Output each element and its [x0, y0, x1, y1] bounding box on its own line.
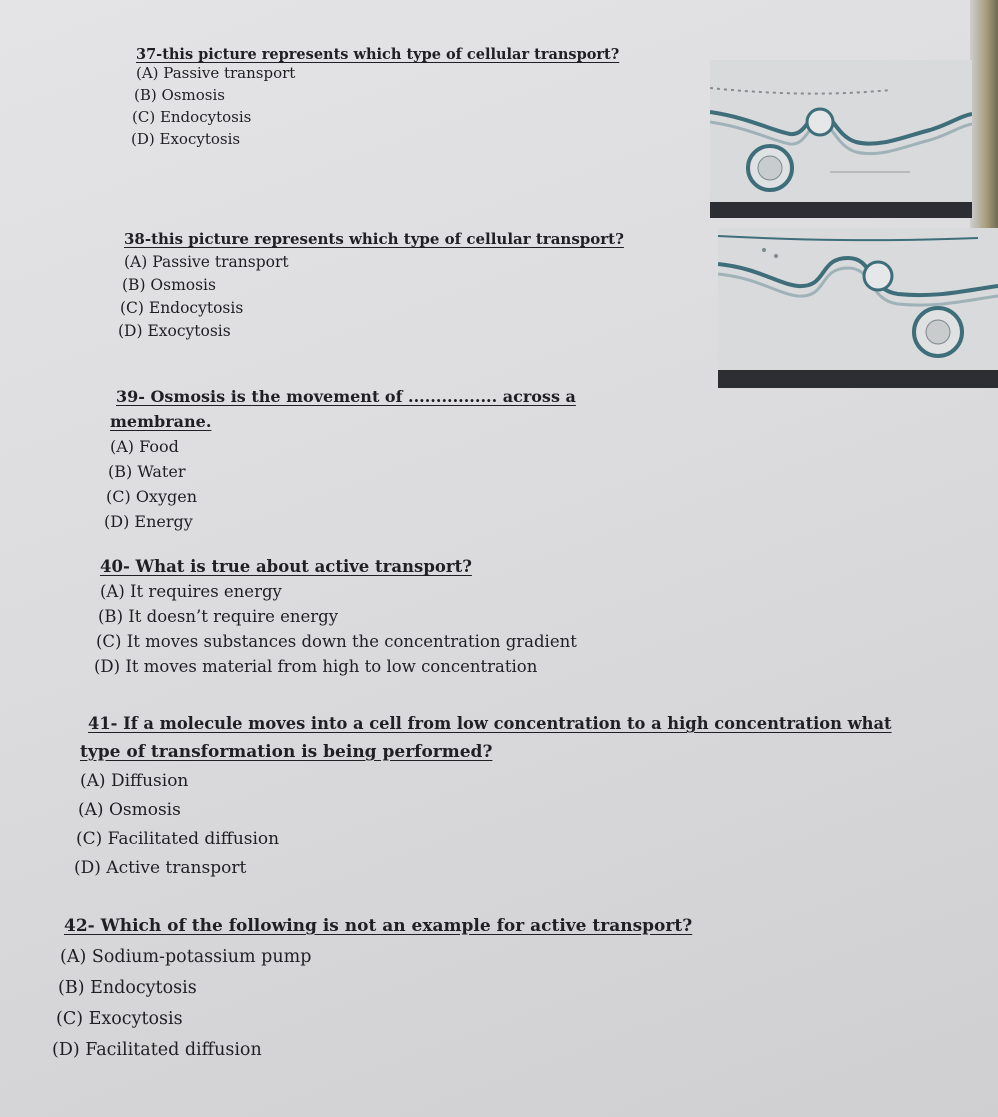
option-d: (D) Active transport: [74, 858, 247, 878]
question-37: [131, 44, 620, 150]
option-b: (B) Osmosis: [134, 86, 225, 104]
option-c: (C) Exocytosis: [56, 1009, 183, 1029]
option-c: (C) Endocytosis: [132, 108, 252, 126]
question-41: [74, 709, 892, 883]
option-b: (B) Osmosis: [122, 276, 216, 294]
option-b: (B) Endocytosis: [58, 978, 197, 998]
option-c: (C) Endocytosis: [120, 299, 244, 317]
question-stem: 38-this picture represents which type of cellular transport?: [124, 230, 624, 248]
diagram-37-membrane: [710, 60, 972, 218]
question-40: [94, 554, 577, 679]
option-b: (B) It doesn’t require energy: [98, 607, 339, 626]
option-d: (D) Facilitated diffusion: [52, 1040, 262, 1060]
option-a: (A) Passive transport: [136, 64, 296, 82]
option-c: (C) Oxygen: [106, 487, 198, 506]
membrane-diagram-37: [710, 60, 972, 218]
question-stem-line1: 39- Osmosis is the movement of ................ across a: [116, 387, 576, 406]
page-edge: [970, 0, 998, 260]
option-c: (C) Facilitated diffusion: [76, 829, 280, 849]
option-a: (A) Food: [110, 437, 179, 456]
question-stem: 42- Which of the following is not an example for active transport?: [64, 916, 693, 936]
question-39: [104, 384, 576, 534]
diagram-38-membrane: [718, 228, 998, 388]
question-stem-line2: type of transformation is being performed?: [80, 742, 493, 762]
question-stem-line1: 41- If a molecule moves into a cell from low concentration to a high concentration what: [88, 714, 892, 733]
question-42: [52, 911, 693, 1066]
question-38: [118, 228, 624, 343]
option-b: (A) Osmosis: [78, 800, 181, 820]
option-d: (D) Exocytosis: [131, 130, 241, 148]
option-d: (D) It moves material from high to low concentration: [94, 657, 538, 676]
option-c: (C) It moves substances down the concentration gradient: [96, 632, 577, 651]
option-a: (A) Diffusion: [80, 771, 189, 791]
option-b: (B) Water: [108, 462, 186, 481]
question-stem: 37-this picture represents which type of cellular transport?: [136, 46, 620, 63]
option-d: (D) Exocytosis: [118, 322, 231, 340]
question-stem: 40- What is true about active transport?: [100, 557, 472, 576]
option-d: (D) Energy: [104, 512, 193, 531]
membrane-diagram-38: [718, 228, 998, 388]
question-stem-line2: membrane.: [110, 412, 212, 431]
option-a: (A) Sodium-potassium pump: [60, 947, 312, 967]
option-a: (A) Passive transport: [124, 253, 289, 271]
option-a: (A) It requires energy: [100, 582, 282, 601]
